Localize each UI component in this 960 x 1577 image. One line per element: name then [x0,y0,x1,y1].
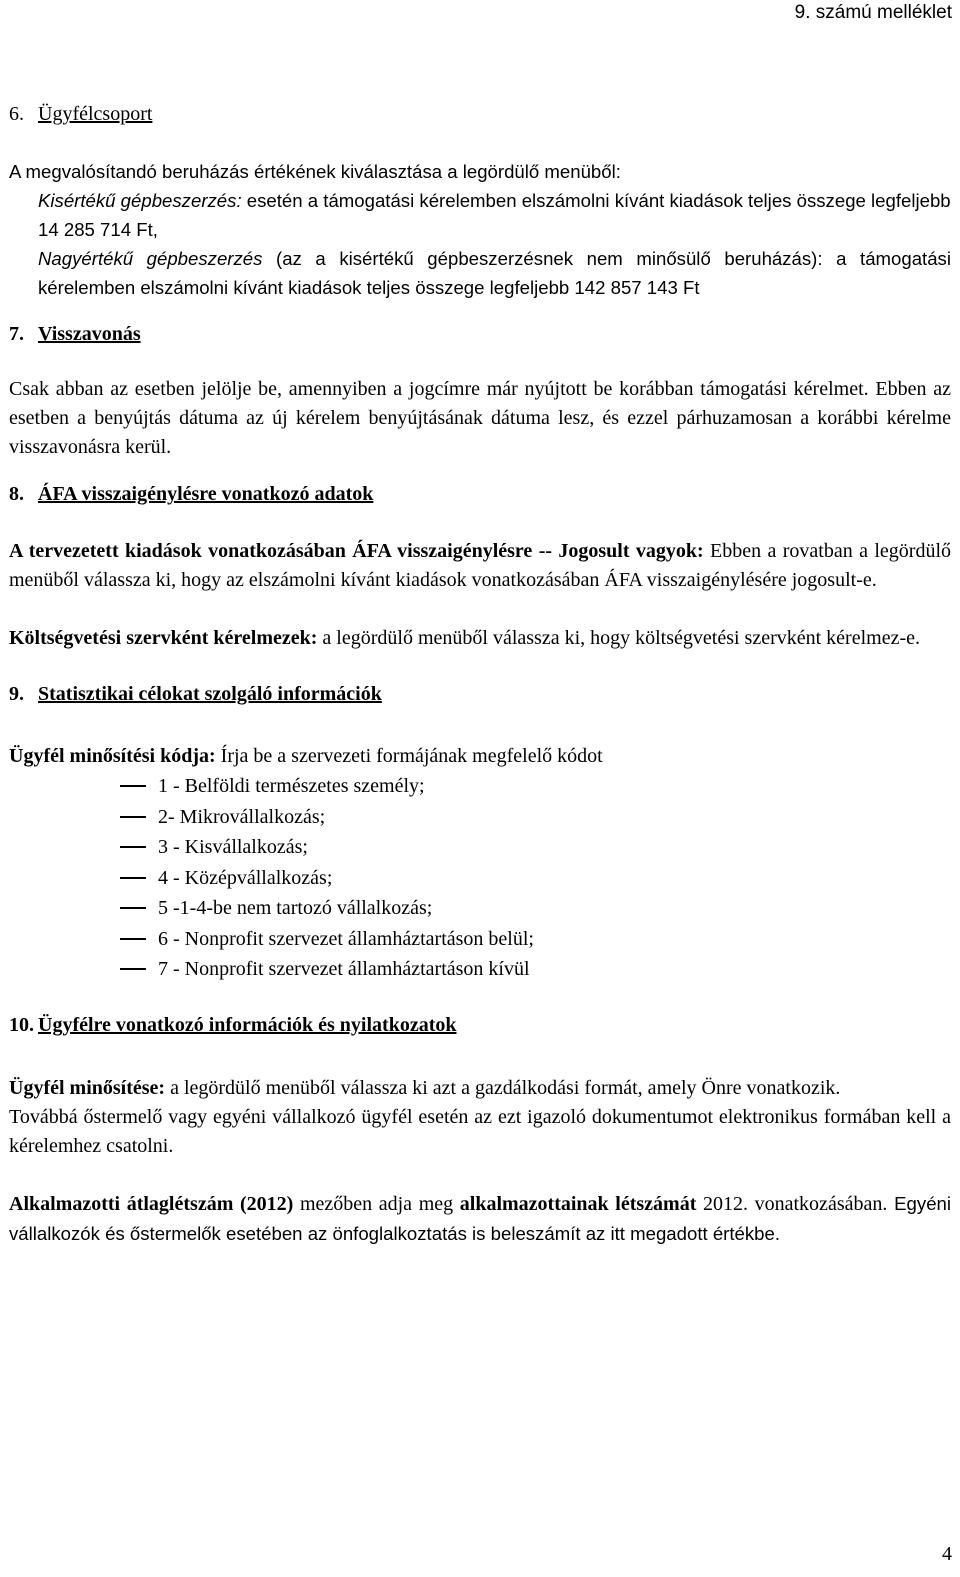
client-code-paragraph [9,742,951,771]
section-9-number: 9. [9,683,24,705]
section-10-title: Ügyfélre vonatkozó információk és nyilatkozatok [38,1013,457,1036]
client-code-label: Ügyfél minősítési kódja: [9,745,216,767]
section-6-intro: A megvalósítandó beruházás értékének kiválasztása a legördülő menüből: [9,161,621,182]
list-item: 2- Mikrovállalkozás; [120,802,951,833]
client-classification-text: a legördülő menüből válassza ki azt a gazdálkodási formát, amely Önre vonatkozik. [165,1076,841,1099]
dash-bullet-icon [120,785,146,787]
headcount-emphasis: alkalmazottainak létszámát [459,1192,697,1215]
vat-reclaim-label: A tervezetett kiadások vonatkozásában ÁFA visszaigénylésre -- Jogosult vagyok: [9,540,704,562]
list-item: 7 - Nonprofit szervezet államháztartáson kívül [120,954,951,985]
list-item: 1 - Belföldi természetes személy; [120,771,951,802]
section-9-heading [9,680,951,709]
section-6-small-purchase [9,186,951,244]
small-purchase-text: esetén a támogatási kérelemben elszámolni kívánt kiadások teljes összege legfeljebb 14 285 714 Ft, [38,190,951,240]
section-7-number: 7. [9,323,24,345]
list-item: 5 -1-4-be nem tartozó vállalkozás; [120,893,951,924]
list-item: 6 - Nonprofit szervezet államháztartáson belül; [120,924,951,955]
annex-label: 9. számú melléklet [794,2,952,23]
client-classification-label: Ügyfél minősítése: [9,1076,166,1099]
section-7-text-2: Ebben az esetben a benyújtás dátuma az új kérelem benyújtásának dátuma lesz, és ezzel párhuzamosan a korábbi kérelme visszavonásra kerül. [9,378,951,458]
client-code-text: Írja be a szervezeti formájának megfelelő kódot [215,745,603,767]
section-7-heading [9,320,951,349]
section-10-heading [9,1011,951,1040]
vat-reclaim-paragraph [9,537,951,595]
section-7-title: Visszavonás [38,323,141,345]
budget-body-paragraph [9,624,951,653]
section-8-number: 8. [9,483,24,505]
small-purchase-term: Kisértékű gépbeszerzés: [38,190,242,211]
vat-reclaim-text: Ebben a rovatban a legördülő menüből válassza ki, hogy az elszámolni kívánt kiadások vonatkozásában ÁFA visszaigénylésére jogosult-e. [9,540,952,591]
dash-bullet-icon [120,877,146,879]
section-6-number: 6. [9,103,24,125]
headcount-paragraph: Alkalmazotti átlaglétszám (2012) mezőben adja meg alkalmazottainak létszámát 2012. vonatkozásában. Egyéni vállalkozók és őstermelők esetében az önfoglalkoztatás is beleszámít az itt megadott értékbe. [9,1192,952,1244]
section-6-heading [9,100,951,129]
large-purchase-term: Nagyértékű gépbeszerzés [38,248,263,269]
section-6-title: Ügyfélcsoport [38,103,153,125]
section-9-title: Statisztikai célokat szolgáló információk [38,683,382,705]
section-7-text-1: Csak abban az esetben jelölje be, amennyiben a jogcímre már nyújtott be korábban támogatási kérelmet. [9,378,869,400]
document-body [9,100,951,1249]
large-purchase-text: (az a kisértékű gépbeszerzésnek nem minősülő beruházás): a támogatási kérelemben elszámolni kívánt kiadások teljes összege legfeljebb 142 857 143 Ft [38,248,951,298]
dash-bullet-icon [120,938,146,940]
budget-body-text: a legördülő menüből válassza ki, hogy költségvetési szervként kérelmez-e. [317,627,920,649]
section-6-large-purchase [9,244,951,302]
section-10-number: 10. [9,1013,34,1036]
page-number: 4 [942,1543,952,1565]
dash-bullet-icon [120,968,146,970]
dash-bullet-icon [120,846,146,848]
section-7-paragraph [9,375,951,462]
producer-document-paragraph: Továbbá őstermelő vagy egyéni vállalkozó ügyfél esetén az ezt igazoló dokumentumot elektronikus formában kell a kérelemhez csatolni. [9,1105,951,1157]
section-8-heading [9,480,951,509]
section-8-title: ÁFA visszaigénylésre vonatkozó adatok [38,483,374,505]
headcount-label: Alkalmazotti átlaglétszám (2012) [9,1192,294,1215]
budget-body-label: Költségvetési szervként kérelmezek: [9,627,318,649]
list-item: 3 - Kisvállalkozás; [120,832,951,863]
list-item: 4 - Középvállalkozás; [120,863,951,894]
client-code-list [9,771,951,985]
client-classification-paragraph [9,1074,951,1103]
dash-bullet-icon [120,907,146,909]
dash-bullet-icon [120,816,146,818]
